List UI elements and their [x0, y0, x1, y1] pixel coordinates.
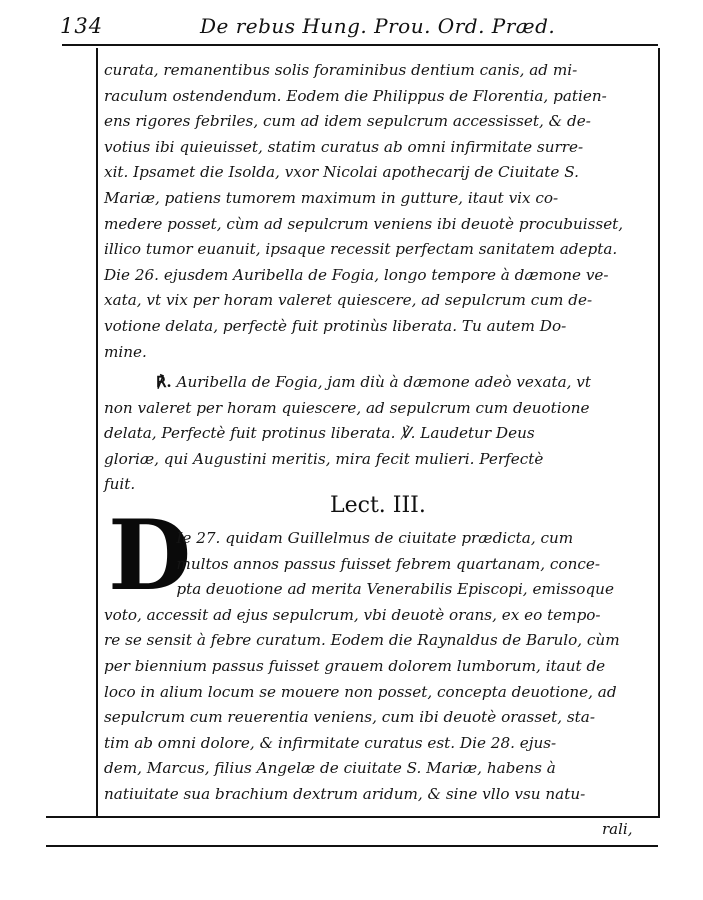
text-line: illico tumor euanuit, ipsaque recessit perfectam sanitatem adepta.	[104, 240, 618, 259]
text-line: voto, accessit ad ejus sepulcrum, vbi deuotè orans, ex eo tempo-	[104, 605, 601, 624]
text-line: votius ibi quieuisset, statim curatus ab omni infirmitate surre-	[104, 137, 584, 156]
text-line: mine.	[104, 342, 147, 361]
text-line: xit. Ipsamet die Isolda, vxor Nicolai apothecarij de Ciuitate S.	[104, 163, 579, 182]
text-line: gloriæ, qui Augustini meritis, mira fecit mulieri. Perfectè	[104, 449, 544, 468]
responsory-first-line	[104, 370, 591, 396]
text-line: tim ab omni dolore, & infirmitate curatus est. Die 28. ejus-	[104, 733, 557, 752]
text-line: Ie 27. quidam Guillelmus de ciuitate prædicta, cum	[104, 529, 574, 547]
header-rule	[62, 44, 658, 46]
running-title: De rebus Hung. Prou. Ord. Præd.	[200, 14, 556, 38]
text-line: raculum ostendendum. Eodem die Philippus de Florentia, patien-	[104, 86, 607, 105]
text-line: natiuitate sua brachium dextrum aridum, & sine vllo vsu natu-	[104, 784, 586, 803]
lection-text	[104, 526, 620, 808]
text-line: fuit.	[104, 475, 136, 494]
text-line: re se sensit à febre curatum. Eodem die Raynaldus de Barulo, cùm	[104, 631, 620, 650]
footer-rule	[46, 845, 658, 847]
text-line: Mariæ, patiens tumorem maximum in gutture, itaut vix co-	[104, 188, 559, 207]
text-line: per biennium passus fuisset grauem dolorem lumborum, itaut de	[104, 656, 606, 675]
text-line: non valeret per horam quiescere, ad sepulcrum cum deuotione	[104, 398, 590, 417]
response-mark: ℟.	[156, 373, 172, 391]
text-line: votione delata, perfectè fuit protinùs liberata. Tu autem Do-	[104, 316, 567, 335]
text-line: ens rigores febriles, cum ad idem sepulcrum accessisset, & de-	[104, 112, 591, 131]
text-line: xata, vt vix per horam valeret quiescere, ad sepulcrum cum de-	[104, 291, 593, 310]
page-number: 134	[60, 14, 104, 38]
text-line: Die 26. ejusdem Auribella de Fogia, longo tempore à dæmone ve-	[104, 265, 609, 284]
paragraph-1	[104, 58, 623, 365]
footer-rule	[46, 816, 658, 818]
text-line: loco in alium locum se mouere non posset, concepta deuotione, ad	[104, 682, 617, 701]
lection-heading: Lect. III.	[330, 493, 426, 518]
text-line: pta deuotione ad merita Venerabilis Episcopi, emissoque	[104, 580, 614, 599]
text-line: Auribella de Fogia, jam diù à dæmone adeò vexata, vt	[171, 373, 591, 391]
text-line: multos annos passus fuisset febrem quartanam, conce-	[104, 554, 600, 573]
text-line: sepulcrum cum reuerentia veniens, cum ibi deuotè orasset, sta-	[104, 708, 595, 727]
catchword: rali,	[602, 820, 633, 838]
responsory	[104, 370, 591, 498]
text-line: delata, Perfectè fuit protinus liberata. ℣. Laudetur Deus	[104, 424, 535, 443]
text-line: medere posset, cùm ad sepulcrum veniens ibi deuotè procubuisset,	[104, 214, 624, 233]
text-line: dem, Marcus, filius Angelæ de ciuitate S. Mariæ, habens à	[104, 759, 556, 778]
dropcap-initial: D	[108, 499, 192, 612]
text-line: curata, remanentibus solis foraminibus dentium canis, ad mi-	[104, 61, 578, 79]
